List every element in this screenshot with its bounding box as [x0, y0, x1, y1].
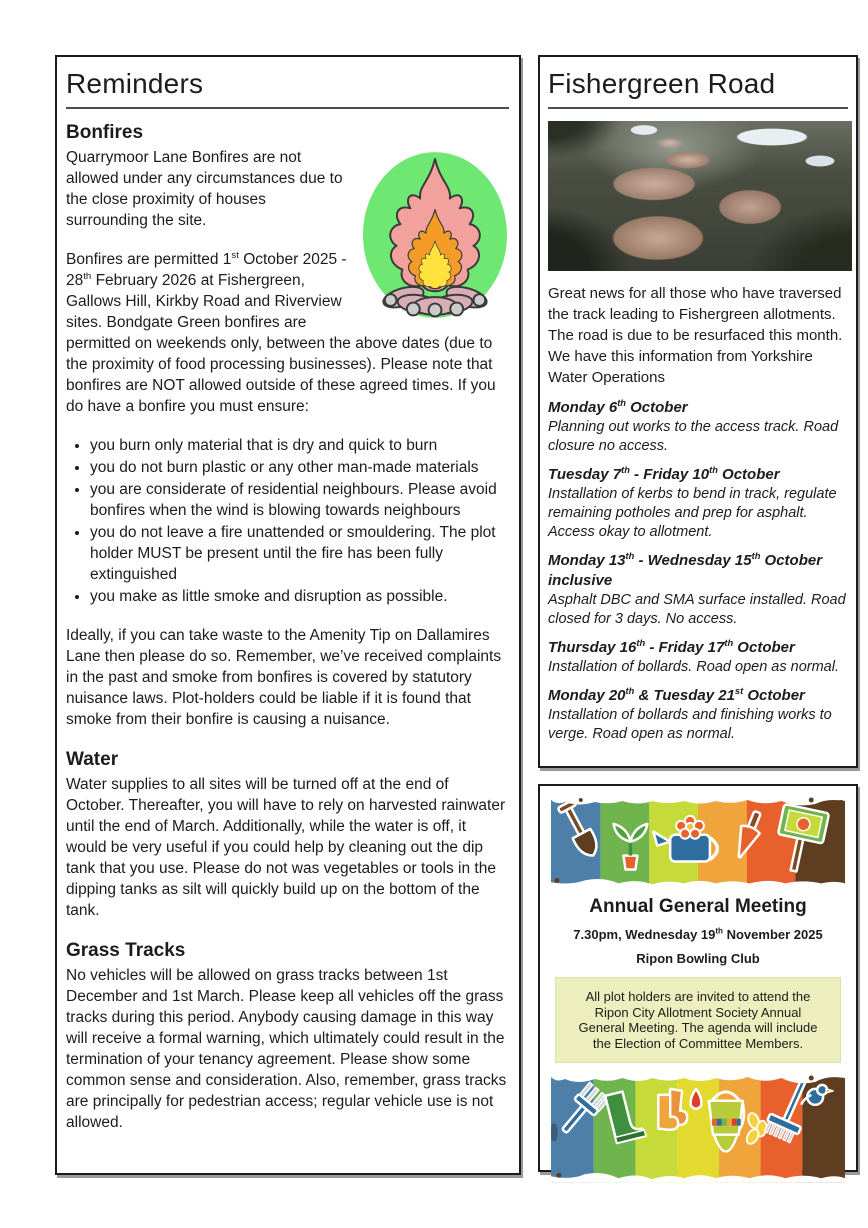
list-item: • you do not burn plastic or any other man-made materials [90, 457, 509, 478]
schedule-entry [548, 638, 848, 677]
title-divider [548, 107, 848, 109]
schedule-date: Monday 13th - Wednesday 15th October inclusive [548, 551, 823, 589]
schedule-detail: Installation of bollards and finishing works to verge. Road open as normal. [548, 707, 832, 742]
schedule-date: Tuesday 7th - Friday 10th October [548, 465, 780, 483]
agm-invitation-box: All plot holders are invited to attend the Ripon City Allotment Society Annual General Meeting. The agenda will include the Election of Committee Members. [555, 977, 841, 1063]
list-item: • you are considerate of residential neighbours. Please avoid bonfires when the wind is blowing towards neighbours [90, 479, 509, 521]
list-item: • you burn only material that is dry and quick to burn [90, 435, 509, 456]
fishergreen-title: Fishergreen Road [548, 68, 776, 99]
schedule-detail: Asphalt DBC and SMA surface installed. Road closed for 3 days. No access. [548, 592, 846, 627]
schedule-entry [548, 465, 848, 542]
schedule-detail: Planning out works to the access track. Road closure no access. [548, 419, 839, 454]
garden-tools-banner-bottom [551, 1073, 845, 1182]
reminders-panel [55, 55, 521, 1175]
agm-heading: Annual General Meeting [589, 896, 807, 918]
schedule-detail: Installation of bollards. Road open as normal. [548, 659, 839, 675]
grass-tracks-para: No vehicles will be allowed on grass tracks between 1st December and 1st March. Please keep all vehicles off the grass tracks during this period. Anybody causing damage in this way will receive a formal warning, which ultimately could result in the termination of your tenancy agreement. Please show some common sense and consideration. Also, remember, grass tracks are principally for pedestrian access; regular vehicle use is not allowed. [66, 967, 507, 1131]
schedule-date: Monday 6th October [548, 398, 688, 416]
fishergreen-intro: Great news for all those who have traversed the track leading to Fishergreen allotments. The road is due to be resurfaced this month. We have this information from Yorkshire Water Operations [548, 285, 843, 386]
list-item: • you make as little smoke and disruption as possible. [90, 586, 509, 607]
agm-datetime: 7.30pm, Wednesday 19th November 2025 [573, 927, 823, 943]
bonfires-heading: Bonfires [66, 122, 144, 143]
grass-tracks-heading: Grass Tracks [66, 940, 186, 961]
bonfires-section [66, 121, 509, 1133]
pothole-road-photo [548, 121, 852, 271]
bonfire-rules-list [66, 435, 509, 607]
agm-poster-panel [538, 784, 858, 1172]
list-item: • you do not leave a fire unattended or smouldering. The plot holder MUST be present until the fire has been fully extinguished [90, 522, 509, 585]
fishergreen-road-panel [538, 55, 858, 768]
bonfires-para-2: Bonfires are permitted 1st October 2025 - 28th February 2026 at Fishergreen, Gallows Hill, Kirkby Road and Riverview sites. Bondgate Green bonfires are permitted on weekends only, between the above dates (due to the proximity of food processing businesses). Please note that bonfires are NOT allowed outside of these agreed times. If you do have a bonfire you must ensure: [66, 249, 496, 415]
garden-tools-banner-top [551, 796, 845, 887]
bonfires-para-3: Ideally, if you can take waste to the Amenity Tip on Dallamires Lane then please do so. Remember, we’ve received complaints in the past and smoke from bonfires is covered by statutory nuisance laws. Plot-holders could be liable if it is found that smoke from their bonfire is causing a nuisance. [66, 627, 502, 728]
schedule-entry [548, 551, 848, 629]
water-para: Water supplies to all sites will be turned off at the end of October. Thereafter, you will have to rely on harvested rainwater until the end of March. Additionally, while the water is off, it would be very useful if you could help by cleaning out the dip tank that you use. Please do not was vegetables or tools in the dipping tanks as silt will quickly build up on the bottom of the tank. [66, 776, 506, 919]
schedule-date: Thursday 16th - Friday 17th October [548, 638, 795, 656]
schedule-entry [548, 686, 848, 744]
water-heading: Water [66, 749, 119, 770]
agm-venue: Ripon Bowling Club [636, 951, 760, 967]
schedule-entry [548, 398, 848, 456]
schedule-detail: Installation of kerbs to bend in track, regulate remaining potholes and prep for asphalt. Access okay to allotment. [548, 486, 837, 540]
schedule-date: Monday 20th & Tuesday 21st October [548, 686, 805, 704]
bonfires-para-1: Quarrymoor Lane Bonfires are not allowed under any circumstances due to the close proximity of houses surrounding the site. [66, 149, 343, 229]
reminders-title: Reminders [66, 68, 204, 99]
bonfire-icon [361, 149, 509, 319]
title-divider [66, 107, 509, 109]
